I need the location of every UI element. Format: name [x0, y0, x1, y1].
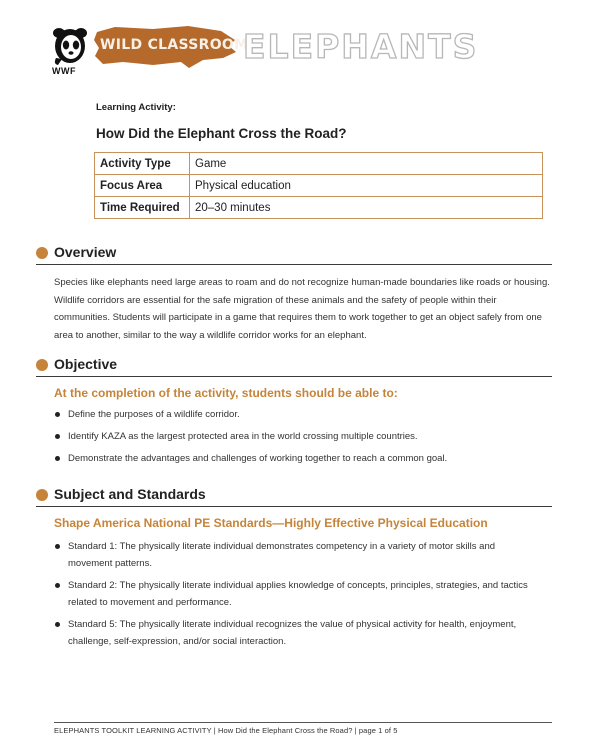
list-item: Demonstrate the advantages and challenges of working together to reach a common goal.: [54, 450, 534, 467]
page-banner-title: ELEPHANTS: [243, 27, 479, 66]
list-item: Standard 5: The physically literate individual recognizes the value of physical activity for health, enjoyment, challenge, self-expression, and/or social interaction.: [54, 616, 534, 650]
page-footer: ELEPHANTS TOOLKIT LEARNING ACTIVITY | How Did the Elephant Cross the Road? | page 1 of 5: [54, 726, 398, 735]
activity-label: Learning Activity:: [96, 102, 176, 113]
table-row: [95, 197, 543, 219]
section-bullet-icon: [36, 489, 48, 501]
list-item: Define the purposes of a wildlife corridor.: [54, 406, 534, 423]
wwf-wordmark: WWF: [52, 66, 76, 76]
page-header: [0, 0, 610, 90]
section-bullet-icon: [36, 359, 48, 371]
table-value: Physical education: [190, 175, 543, 197]
table-row: [95, 153, 543, 175]
section-title: Overview: [54, 244, 117, 260]
standards-section-heading: [36, 484, 552, 507]
table-value: 20–30 minutes: [190, 197, 543, 219]
table-key: Activity Type: [95, 153, 190, 175]
list-item: Identify KAZA as the largest protected area in the world crossing multiple countries.: [54, 428, 534, 445]
objective-section-heading: [36, 354, 552, 377]
list-item: Standard 2: The physically literate individual applies knowledge of concepts, principles, strategies, and tactics related to movement and performance.: [54, 577, 534, 611]
overview-text: Species like elephants need large areas to roam and do not recognize human-made boundaries like roads or housing. Wildlife corridors are essential for the safe migration of these animals and the safety of people within their communities. Students will participate in a game that requires them to work together to get an object safely from one area to another, similar to the way a wildlife corridor works for an elephant.: [54, 277, 550, 341]
list-item: Standard 1: The physically literate individual demonstrates competency in a variety of motor skills and movement patterns.: [54, 538, 534, 572]
section-title: Subject and Standards: [54, 486, 206, 502]
table-row: [95, 175, 543, 197]
section-bullet-icon: [36, 247, 48, 259]
brand-label: WILD CLASSROOM: [100, 37, 249, 53]
objective-subheading: At the completion of the activity, students should be able to:: [54, 386, 398, 400]
overview-section-heading: [36, 242, 552, 265]
table-key: Focus Area: [95, 175, 190, 197]
standards-list: [54, 538, 534, 650]
table-value: Game: [190, 153, 543, 175]
standards-subheading: Shape America National PE Standards—Highly Effective Physical Education: [54, 516, 488, 530]
activity-info-table: [94, 152, 543, 219]
footer-divider: [54, 722, 552, 723]
section-title: Objective: [54, 356, 118, 372]
objective-list: [54, 406, 534, 467]
activity-title: How Did the Elephant Cross the Road?: [96, 126, 347, 141]
table-key: Time Required: [95, 197, 190, 219]
